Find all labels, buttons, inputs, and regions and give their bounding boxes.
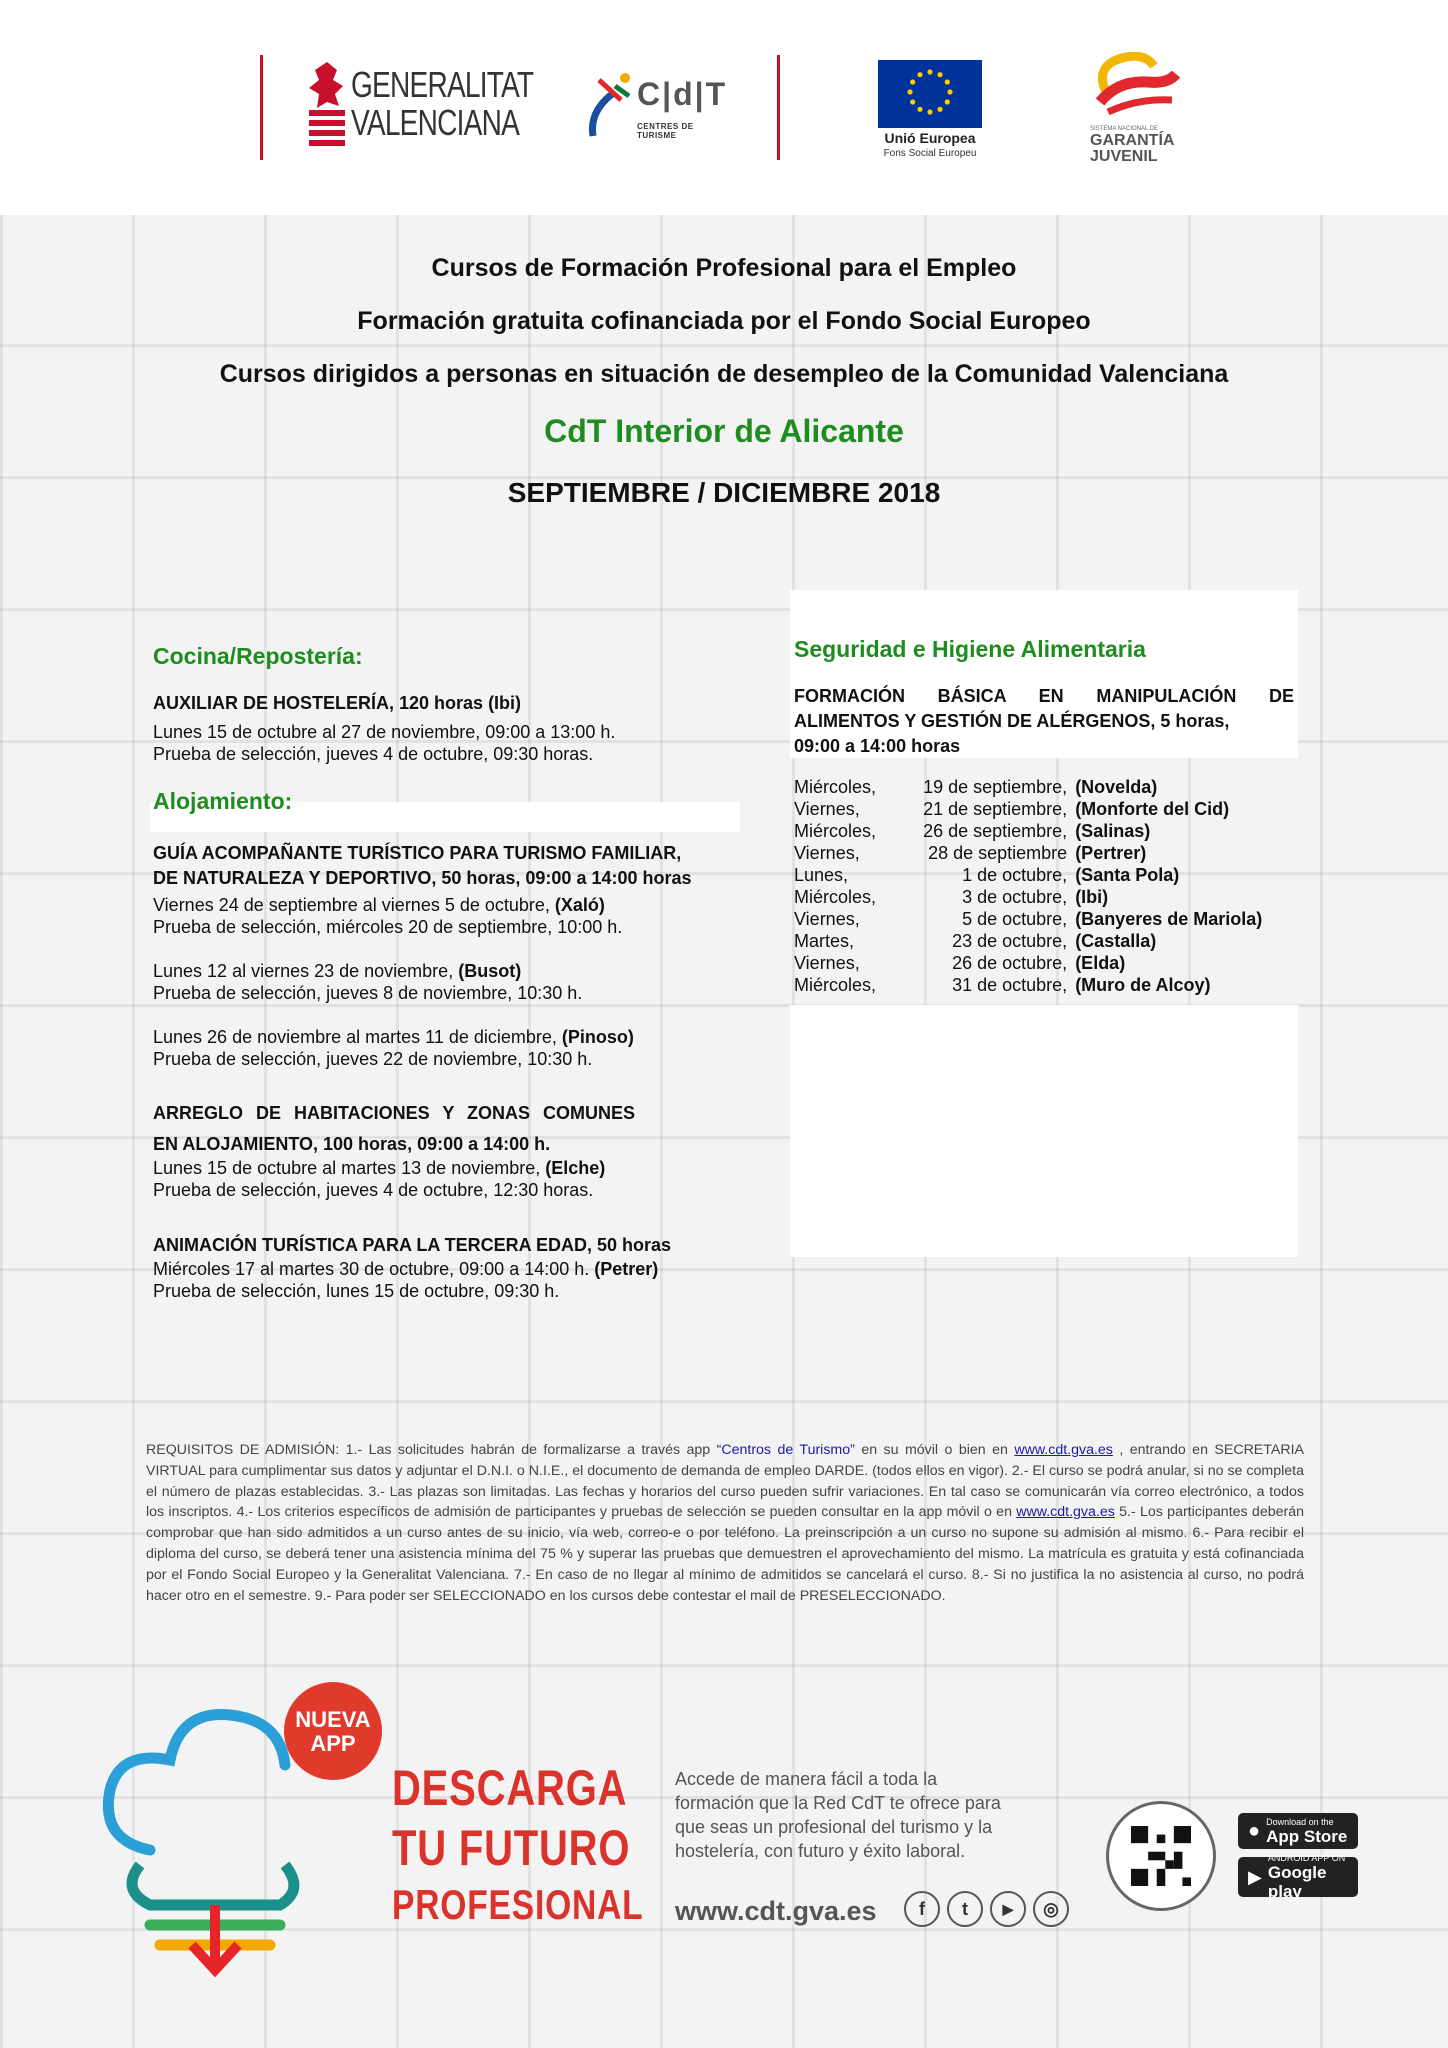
right-panel-bottom [790, 1005, 1298, 1257]
period-title: SEPTIEMBRE / DICIEMBRE 2018 [507, 477, 941, 508]
course-manipulacion-title-l1: FORMACIÓN BÁSICA EN MANIPULACIÓN DE [794, 686, 1294, 706]
date-day: Martes, [794, 931, 855, 951]
course-animacion-title: ANIMACIÓN TURÍSTICA PARA LA TERCERA EDAD, 50 horas [153, 1235, 672, 1255]
date-place: (Elda) [1075, 953, 1126, 973]
left-column [153, 643, 753, 1302]
center-name: CdT Interior de Alicante [544, 413, 904, 449]
date-value: 19 de septiembre, [923, 777, 1068, 797]
qr-code-icon [1131, 1826, 1191, 1886]
title-line3: Cursos dirigidos a personas en situación de desempleo de la Comunidad Valenciana [219, 360, 1229, 388]
cdt-logo [585, 70, 735, 140]
promo-headline-1: DESCARGA [392, 1760, 628, 1816]
title-line2: Formación gratuita cofinanciada por el Fondo Social Europeo [357, 307, 1091, 335]
section-seguridad-heading: Seguridad e Higiene Alimentaria [794, 636, 1146, 662]
promo-headline-3: PROFESIONAL [392, 1881, 644, 1928]
section-cocina-heading: Cocina/Repostería: [153, 643, 363, 669]
promo-text: Accede de manera fácil a toda la formación que la Red CdT te ofrece para que seas un profesional del turismo y la hostelería, con futuro y éxito laboral. [675, 1769, 1001, 1861]
app-store-button[interactable]: ● Download on the App Store [1238, 1813, 1358, 1849]
date-place: (Ibi) [1075, 887, 1109, 907]
cdt-mark: C|d|T [637, 76, 728, 112]
dates-row [794, 842, 1294, 864]
cdt-sub: CENTRES DE TURISME [637, 122, 694, 140]
title-line1: Cursos de Formación Profesional para el Empleo [431, 254, 1017, 282]
dates-row [794, 798, 1294, 820]
right-column [794, 636, 1294, 996]
nueva-app-badge: NUEVA APP [284, 1682, 382, 1780]
date-place: (Pertrer) [1075, 843, 1147, 863]
generalitat-logo [303, 58, 534, 148]
date-day: Viernes, [794, 953, 860, 973]
date-value: 3 de octubre, [962, 887, 1068, 907]
date-value: 5 de octubre, [962, 909, 1068, 929]
course-arreglo-title-l2: EN ALOJAMIENTO, 100 horas, 09:00 a 14:00 h. [153, 1134, 551, 1154]
course-arreglo-selection: Prueba de selección, jueves 4 de octubre, 12:30 horas. [153, 1180, 594, 1200]
date-value: 26 de octubre, [952, 953, 1068, 973]
course-auxiliar-selection: Prueba de selección, jueves 4 de octubre, 09:30 horas. [153, 744, 594, 764]
date-value: 26 de septiembre, [923, 821, 1068, 841]
facebook-icon[interactable]: f [904, 1891, 940, 1927]
eu-line2: Fons Social Europeu [883, 148, 977, 159]
date-day: Viernes, [794, 799, 860, 819]
course-guia-title-l1: GUÍA ACOMPAÑANTE TURÍSTICO PARA TURISMO FAMILIAR, [153, 843, 682, 863]
dates-row [794, 930, 1294, 952]
course-guia-busot-selection: Prueba de selección, jueves 8 de noviembre, 10:30 h. [153, 983, 583, 1003]
garantia-small: SISTEMA NACIONAL DE [1090, 126, 1159, 132]
youtube-icon[interactable]: ▶ [990, 1891, 1026, 1927]
eu-line1: Unió Europea [884, 130, 976, 146]
course-animacion-selection: Prueba de selección, lunes 15 de octubre, 09:30 h. [153, 1281, 560, 1301]
date-place: (Banyeres de Mariola) [1075, 909, 1263, 929]
date-place: (Muro de Alcoy) [1075, 975, 1211, 995]
eu-logo [874, 60, 984, 160]
dates-row [794, 820, 1294, 842]
date-place: (Monforte del Cid) [1075, 799, 1230, 819]
divider-left [260, 55, 263, 160]
course-guia-busot-dates: Lunes 12 al viernes 23 de noviembre, (Busot) [153, 961, 522, 981]
dates-row [794, 886, 1294, 908]
app-name: “Centros de Turismo” [716, 1442, 855, 1458]
date-day: Miércoles, [794, 821, 877, 841]
course-arreglo-dates: Lunes 15 de octubre al martes 13 de noviembre, (Elche) [153, 1158, 606, 1178]
date-day: Viernes, [794, 843, 860, 863]
generalitat-bat-icon [303, 58, 351, 150]
garantia-swirl-icon [1088, 52, 1180, 116]
instagram-icon[interactable]: ◎ [1033, 1891, 1069, 1927]
generalitat-line1: GENERALITAT [351, 64, 534, 105]
course-guia-pinoso-selection: Prueba de selección, jueves 22 de noviembre, 10:30 h. [153, 1049, 593, 1069]
course-guia-pinoso-dates: Lunes 26 de noviembre al martes 11 de diciembre, (Pinoso) [153, 1027, 634, 1047]
twitter-icon[interactable]: t [947, 1891, 983, 1927]
logo-header [0, 0, 1448, 215]
date-value: 21 de septiembre, [923, 799, 1068, 819]
play-icon: ▶ [1248, 1866, 1262, 1887]
course-guia-title-l2: DE NATURALEZA Y DEPORTIVO, 50 horas, 09:00 a 14:00 horas [153, 868, 692, 888]
date-day: Miércoles, [794, 777, 877, 797]
cdt-link-1[interactable]: www.cdt.gva.es [1014, 1442, 1113, 1458]
course-animacion-dates: Miércoles 17 al martes 30 de octubre, 09:00 a 14:00 h. (Petrer) [153, 1259, 659, 1279]
cdt-figure-icon [585, 70, 635, 140]
eu-flag-icon [878, 60, 982, 128]
apple-icon: ● [1248, 1819, 1261, 1842]
divider-right [777, 55, 780, 160]
course-auxiliar-title: AUXILIAR DE HOSTELERÍA, 120 horas (Ibi) [153, 693, 522, 713]
date-day: Lunes, [794, 865, 849, 885]
section-alojamiento-heading: Alojamiento: [153, 788, 293, 814]
date-value: 23 de octubre, [952, 931, 1068, 951]
date-value: 28 de septiembre [928, 843, 1068, 863]
date-place: (Santa Pola) [1075, 865, 1180, 885]
dates-row [794, 776, 1294, 798]
course-manipulacion-title-l3: 09:00 a 14:00 horas [794, 736, 961, 756]
garantia-line2: JUVENIL [1090, 148, 1158, 165]
date-value: 1 de octubre, [962, 865, 1068, 885]
dates-row [794, 974, 1294, 996]
date-day: Miércoles, [794, 887, 877, 907]
course-auxiliar-dates: Lunes 15 de octubre al 27 de noviembre, 09:00 a 13:00 h. [153, 722, 616, 742]
requisitos-paragraph: REQUISITOS DE ADMISIÓN: 1.- Las solicitudes habrán de formalizarse a través app “Centros de Turismo” en su móvil o bien en www.cdt.gva.es , entrando en SECRETARIA VIRTUAL para cumplimentar sus datos y adjuntar el D.N.I. o N.I.E., el documento de demanda de empleo DARDE. (todos ellos en vigor). 2.- El curso se podrá anular, si no se completa el número de plazas establecidas. 3.- Las plazas son limitadas. Las fechas y horarios del curso pueden sufrir variaciones. En tal caso se comunicarán vía correo electrónico, a todos los inscriptos. 4.- Los criterios específicos de admisión de participantes y pruebas de selección se pueden consultar en la app móvil o en www.cdt.gva.es 5.- Los participantes deberán comprobar que han sido admitidos a un curso antes de su inicio, vía web, correo-e o por teléfono. La preinscripción a un curso no supone su admisión al mismo. 6.- Para recibir el diploma del curso, se deberá tener una asistencia mínima del 75 % y superar las pruebas que demuestren el aprovechamiento del mismo. La matrícula es gratuita y está cofinanciada por el Fondo Social Europeo y la Generalitat Valenciana. 7.- En caso de no llegar al mínimo de admitidos se cancelará el curso. 8.- Si no justifica la no asistencia al curso, no podrá hacer otro en el semestre. 9.- Para poder ser SELECCIONADO en los cursos debe contestar el mail de PRESELECCIONADO. [146, 1442, 1305, 1604]
dates-row [794, 864, 1294, 886]
date-place: (Castalla) [1075, 931, 1157, 951]
garantia-line1: GARANTÍA [1090, 132, 1175, 149]
promo-headline-2: TU FUTURO [392, 1820, 631, 1876]
date-day: Miércoles, [794, 975, 877, 995]
course-arreglo-title-l1: ARREGLO DE HABITACIONES Y ZONAS COMUNES [153, 1103, 636, 1123]
manipulacion-dates-table [794, 776, 1294, 996]
course-guia-xalo-selection: Prueba de selección, miércoles 20 de septiembre, 10:00 h. [153, 917, 623, 937]
course-manipulacion-title-l2: ALIMENTOS Y GESTIÓN DE ALÉRGENOS, 5 horas, [794, 711, 1230, 731]
promo-url[interactable]: www.cdt.gva.es [675, 1896, 877, 1926]
date-value: 31 de octubre, [952, 975, 1068, 995]
qr-code-badge [1106, 1801, 1216, 1911]
date-day: Viernes, [794, 909, 860, 929]
cdt-link-2[interactable]: www.cdt.gva.es [1016, 1504, 1115, 1521]
date-place: (Novelda) [1075, 777, 1158, 797]
generalitat-line2: VALENCIANA [351, 102, 520, 143]
garantia-juvenil-logo [1084, 52, 1184, 167]
dates-row [794, 908, 1294, 930]
google-play-button[interactable]: ▶ ANDROID APP ON Google play [1238, 1857, 1358, 1897]
course-guia-xalo-dates: Viernes 24 de septiembre al viernes 5 de octubre, (Xaló) [153, 895, 605, 915]
dates-row [794, 952, 1294, 974]
date-place: (Salinas) [1075, 821, 1151, 841]
